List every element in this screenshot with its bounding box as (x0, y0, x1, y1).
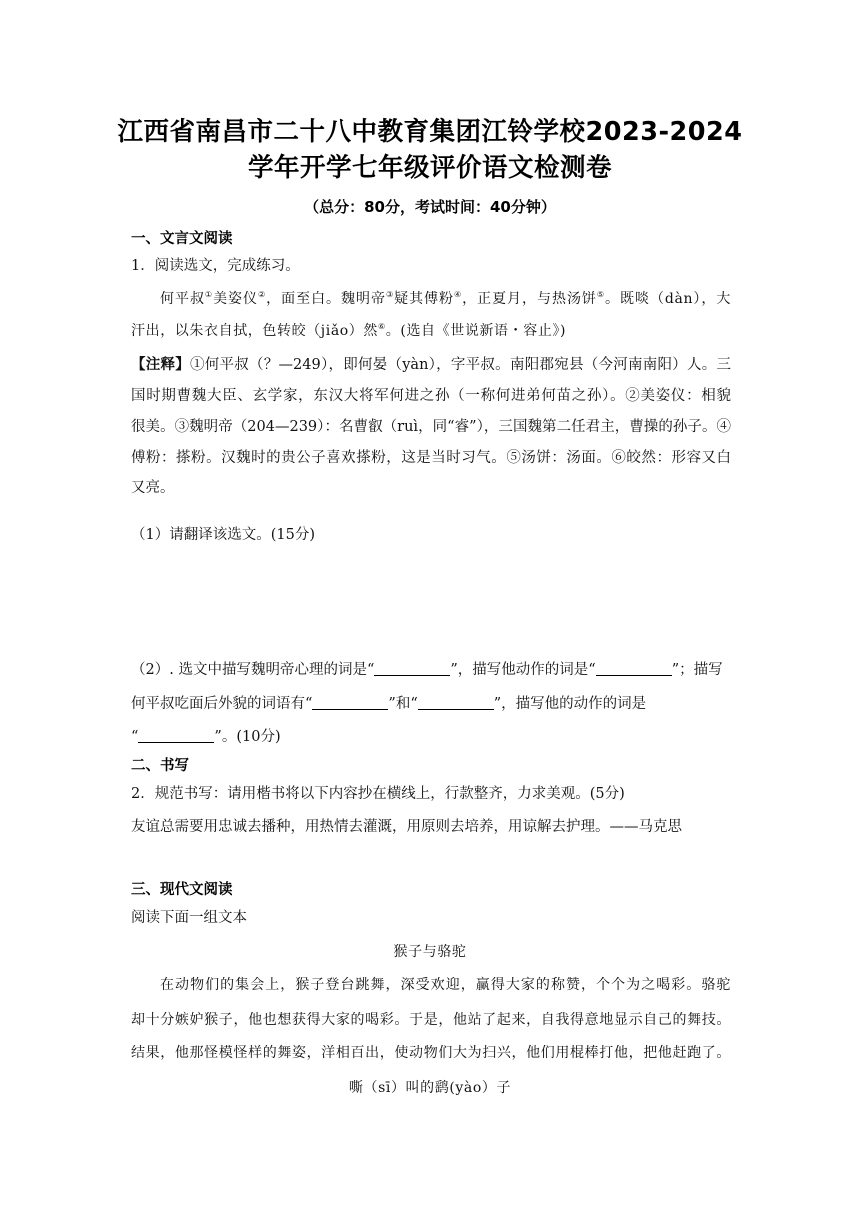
annotation-line-3: 很美。③魏明帝（204—239）：名曹叡（ruì，同“睿”），三国魏第二任君主，曹操的孙子。④ (131, 419, 731, 435)
answer-blank[interactable] (596, 661, 672, 676)
story-title: 猴子与骆驼 (393, 944, 467, 960)
answer-blank[interactable] (374, 661, 450, 676)
annotation-label: 【注释】 (131, 356, 191, 373)
answer-blank[interactable] (312, 695, 388, 710)
annotation-line-4: 傅粉：搽粉。汉魏时的贵公子喜欢搽粉，这是当时习气。⑤汤饼：汤面。⑥皎然：形容又白 (131, 450, 731, 466)
section-1-heading: 一、文言文阅读 (131, 231, 233, 247)
annotation-line-2: 国时期曹魏大臣、玄学家，东汉大将军何进之孙（一称何进弟何苗之孙）。②美姿仪：相貌 (131, 388, 731, 404)
exam-title-line-2: 学年开学七年级评价语文检测卷 (247, 153, 612, 183)
reading-intro: 阅读下面一组文本 (131, 910, 247, 926)
question-2: 2．规范书写：请用楷书将以下内容抄在横线上，行款整齐，力求美观。(5分) (131, 786, 625, 802)
story-line-1: 在动物们的集会上，猴子登台跳舞，深受欢迎，赢得大家的称赞，个个为之喝彩。骆驼 (160, 977, 731, 993)
section-3-heading: 三、现代文阅读 (131, 882, 233, 898)
answer-blank[interactable] (138, 728, 214, 743)
section-2-heading: 二、书写 (131, 758, 189, 774)
classical-passage-line-2: 汗出，以朱衣自拭，色转皎（jiǎo）然⑥。(选自《世说新语・容止》) (131, 322, 567, 339)
story-line-2: 却十分嫉妒猴子，他也想获得大家的喝彩。于是，他站了起来，自我得意地显示自己的舞技。 (131, 1012, 731, 1028)
copy-quote: 友谊总需要用忠诚去播种，用热情去灌溉，用原则去培养，用谅解去护理。——马克思 (131, 819, 682, 835)
next-story-title: 嘶（sī）叫的鹞(yào）子 (348, 1080, 512, 1096)
annotation-line-5: 又亮。 (131, 480, 175, 496)
exam-title-line-1: 江西省南昌市二十八中教育集团江铃学校2023-2024 (117, 117, 743, 147)
story-line-3: 结果，他那怪模怪样的舞姿，洋相百出，使动物们大为扫兴，他们用棍棒打他，把他赶跑了。 (131, 1045, 731, 1061)
classical-passage-line-1: 何平叔①美姿仪②，面至白。魏明帝③疑其傅粉④，正夏月，与热汤饼⑤。既啖（dàn），大 (160, 290, 731, 307)
score-info: （总分：80分，考试时间：40分钟） (304, 198, 556, 216)
answer-blank[interactable] (418, 695, 494, 710)
annotation-line-1: 【注释】①何平叔（？—249），即何晏（yàn），字平叔。南阳郡宛县（今河南南阳）人。三 (131, 356, 731, 373)
question-1-1: （1）请翻译该选文。(15分) (131, 527, 315, 543)
question-1-intro: 1．阅读选文，完成练习。 (131, 258, 300, 274)
question-1-2-line-1: （2）. 选文中描写魏明帝心理的词是“ ”，描写他动作的词是“ ”；描写 (131, 662, 723, 678)
question-1-2-line-3: “ ”。(10分) (131, 729, 281, 745)
question-1-2-line-2: 何平叔吃面后外貌的词语有“ ”和“ ”，描写他的动作的词是 (131, 696, 647, 712)
